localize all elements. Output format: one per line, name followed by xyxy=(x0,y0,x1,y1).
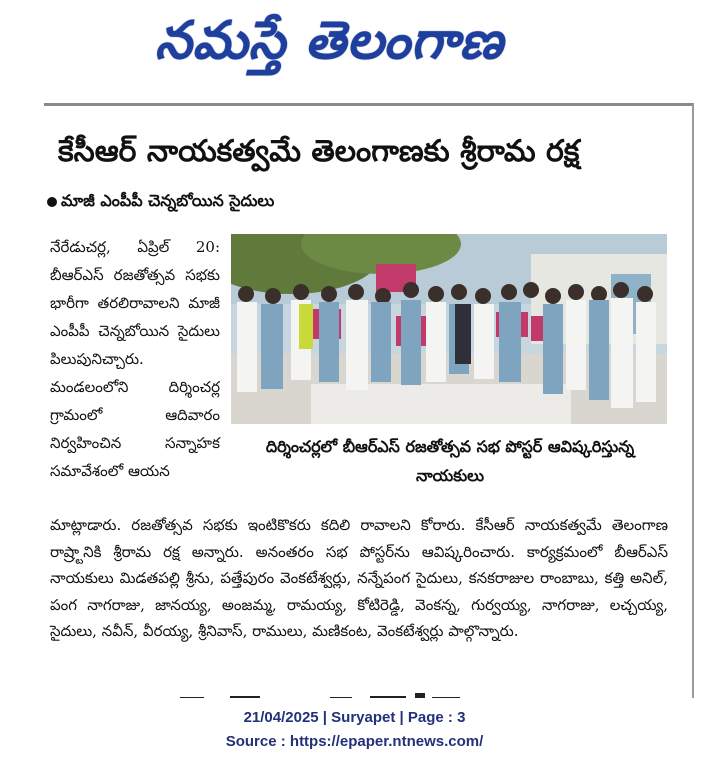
group-photo-image xyxy=(231,234,667,424)
masthead xyxy=(0,0,709,98)
article-column-text xyxy=(50,233,220,485)
next-article-cutoff xyxy=(180,688,560,698)
article-subhead xyxy=(47,188,447,214)
body-paragraph: మాట్లాడారు. రజతోత్సవ సభకు ఇంటికొకరు కదిలి రావాలని కోరారు. కేసీఆర్ నాయకత్వమే తెలంగాణ రాష్ర్టానికి శ్రీరామ రక్ష అన్నారు. అనంతరం సభ పోస్టర్‌ను ఆవిష్కరించారు. కార్యక్రమంలో బీఆర్ఎస్ నాయకులు మిడతపల్లి శ్రీను, పత్తేపురం వెంకటేశ్వర్లు, నన్నేపంగ సైదులు, కనకరాజుల రాంబాబు, కత్తి అనిల్, పంగ నాగరాజు, జానయ్య, అంజమ్మ, రామయ్య, కోటిరెడ్డి, వెంకన్న, గుర్వయ్య, నాగరాజు, లచ్చయ్య, సైదులు, నవీన్, వీరయ్య, శ్రీనివాస్, రాములు, మణికంట, వెంకటేశ్వర్లు పాల్గొన్నారు. xyxy=(50,516,668,640)
page-footer xyxy=(0,706,709,754)
cutoff-text-fragment xyxy=(180,693,560,698)
column-paragraph: నేరేడుచర్ల, ఏప్రిల్ 20: బీఆర్ఎస్ రజతోత్సవ సభకు భారీగా తరలిరావాలని మాజీ ఎంపీపీ చెన్నబోయిన సైదులు పిలుపునిచ్చారు. మండలంలోని దిర్శించర్ల గ్రామంలో ఆదివారం నిర్వహించిన సన్నాహక సమావేశంలో ఆయన xyxy=(50,238,220,480)
newspaper-logo: నమస్తే తెలంగాణ xyxy=(155,11,504,71)
footer-edition-info: 21/04/2025 | Suryapet | Page : 3 xyxy=(243,709,466,726)
photo-caption: దిర్శించర్లలో బీఆర్ఎస్ రజతోత్సవ సభ పోస్టర్ ఆవిష్కరిస్తున్న నాయకులు xyxy=(265,437,635,485)
article-headline: కేసీఆర్ నాయకత్వమే తెలంగాణకు శ్రీరామ రక్ష xyxy=(58,134,580,169)
bullet-icon xyxy=(47,197,57,207)
footer-source-link[interactable]: Source : https://epaper.ntnews.com/ xyxy=(225,733,484,750)
subhead-text: మాజీ ఎంపీపీ చెన్నబోయిన సైదులు xyxy=(61,191,275,210)
article-photo xyxy=(231,234,667,424)
article-body-text xyxy=(50,512,668,645)
